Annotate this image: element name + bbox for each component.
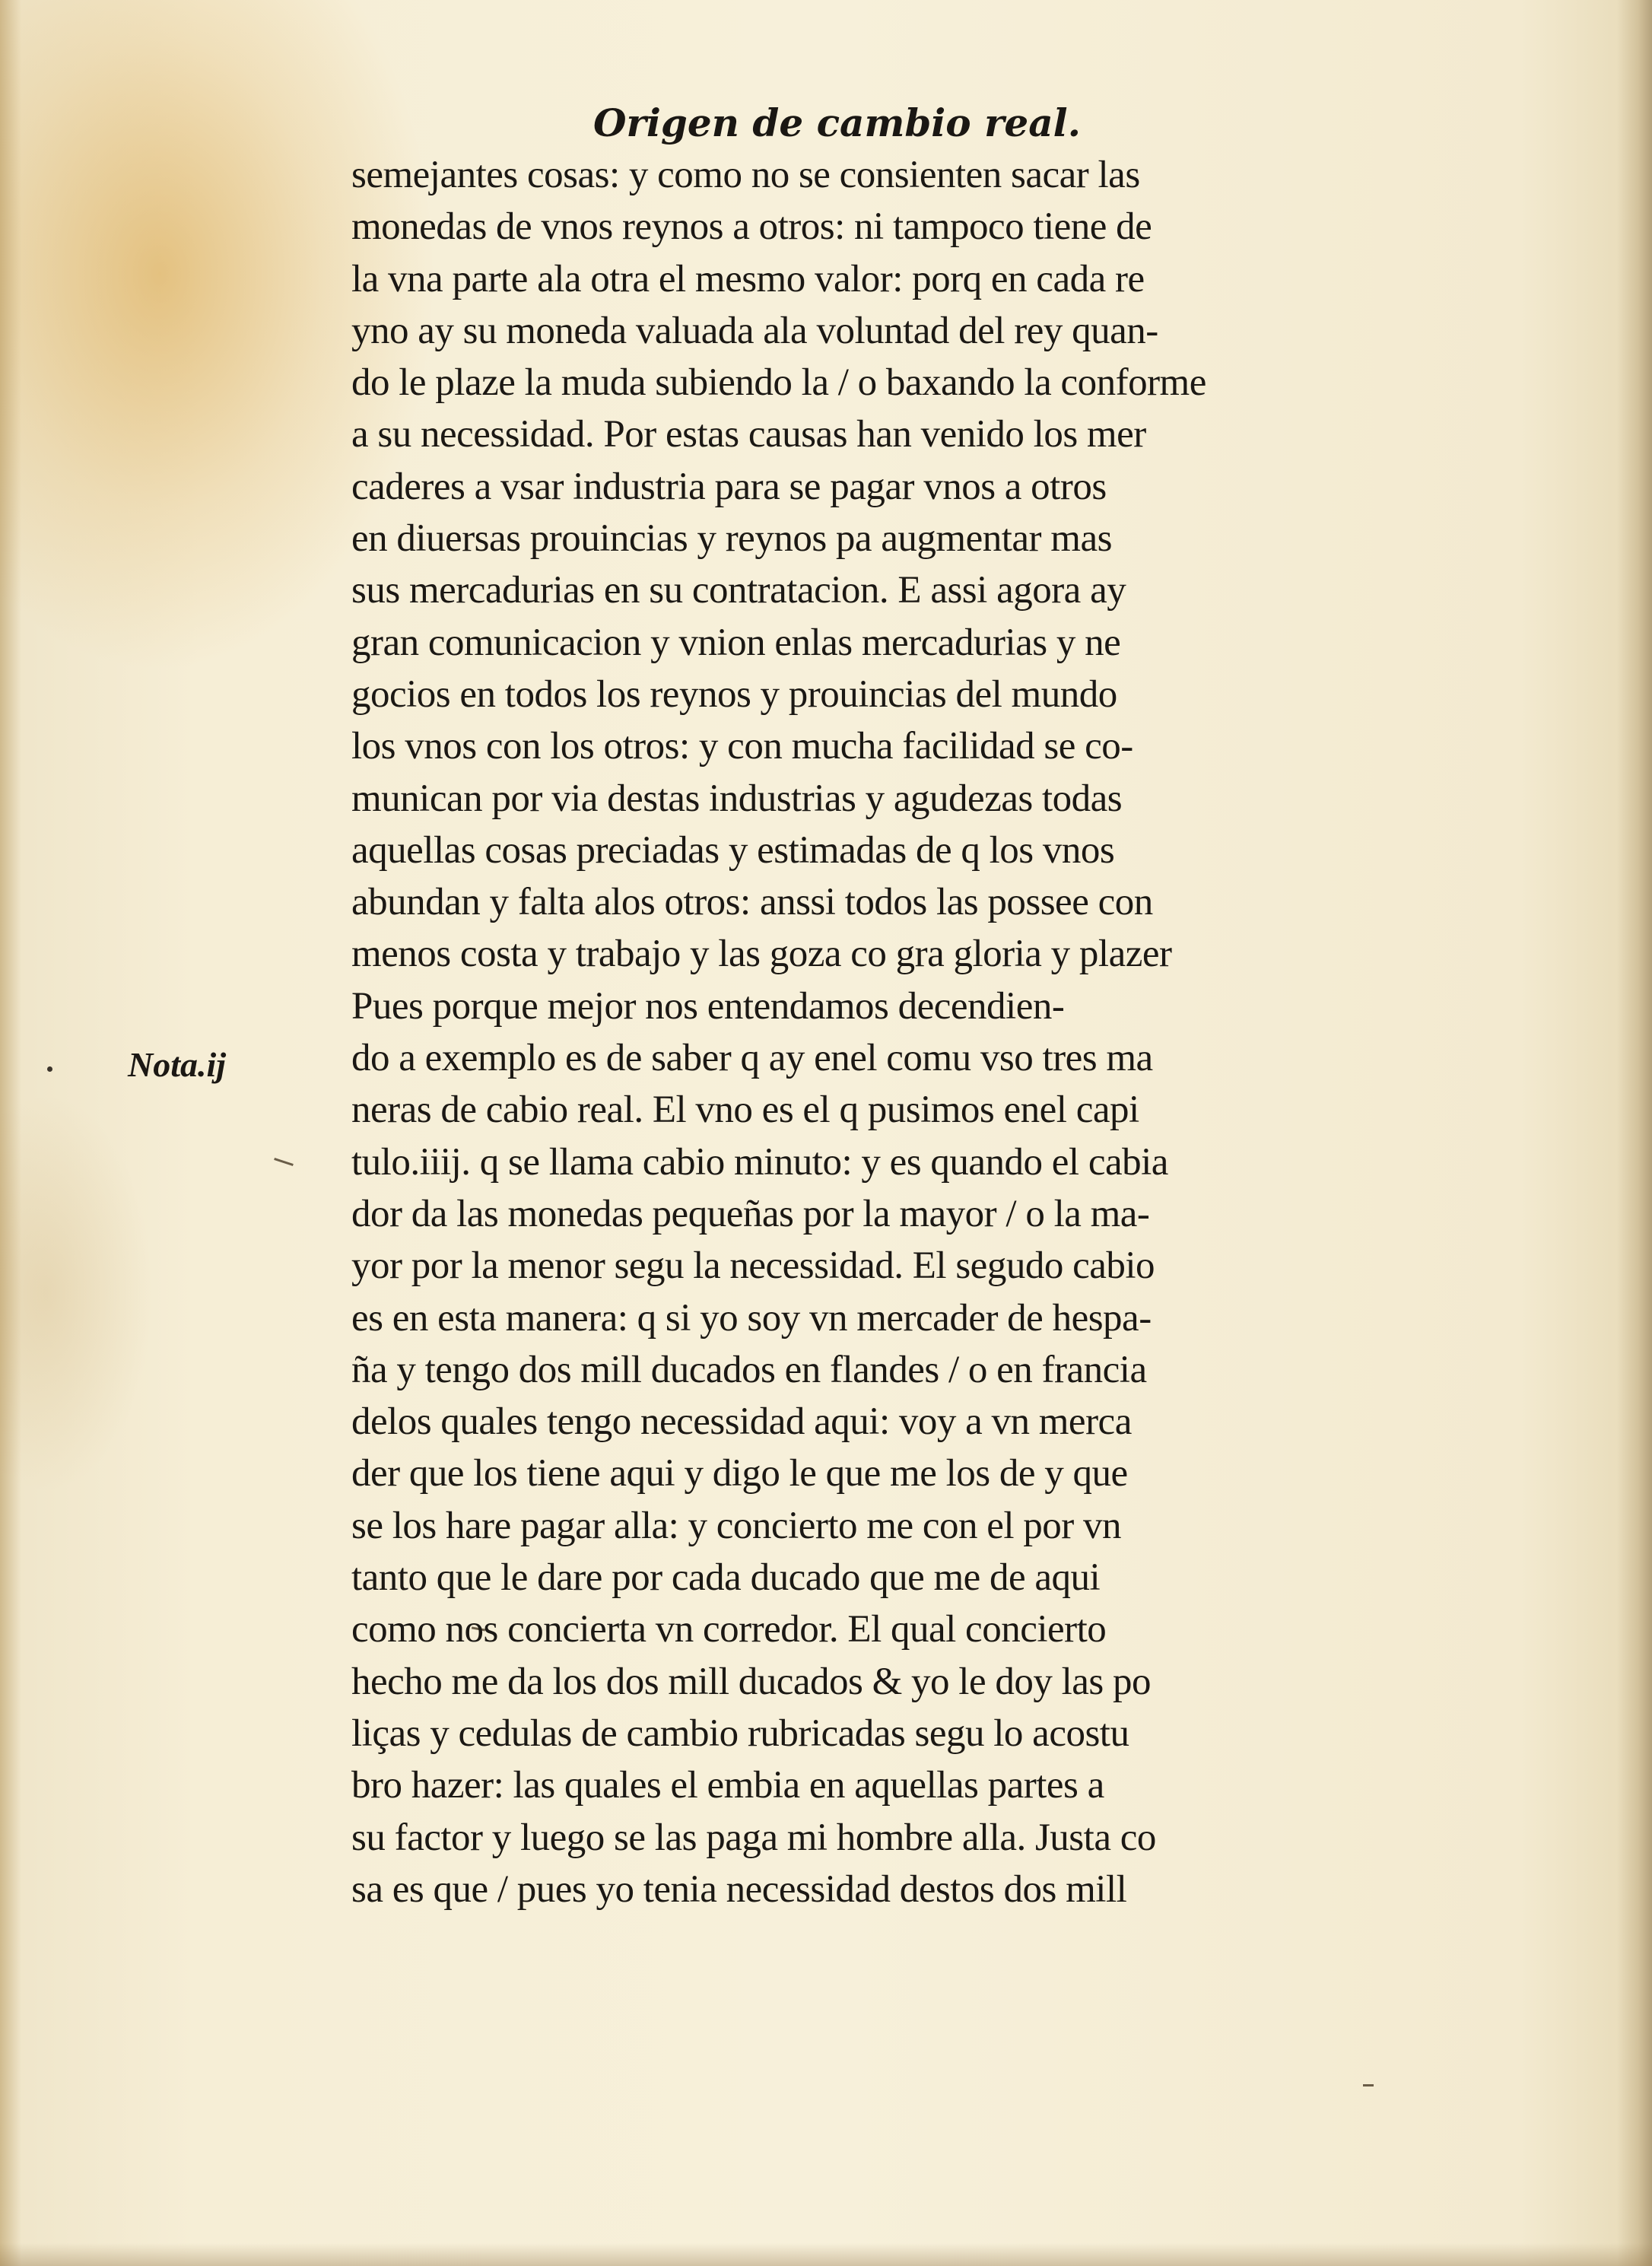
text-line: do a exemplo es de saber q ay enel comu vso tres ma (351, 1037, 1153, 1080)
text-line: yno ay su moneda valuada ala voluntad del rey quan- (351, 309, 1158, 352)
text-line: gran comunicacion y vnion enlas mercadurias y ne (351, 621, 1121, 664)
text-line: su factor y luego se las paga mi hombre alla. Justa co (351, 1816, 1156, 1859)
text-line: hecho me da los dos mill ducados & yo le doy las po (351, 1660, 1152, 1703)
text-line: la vna parte ala otra el mesmo valor: porq en cada re (351, 257, 1145, 300)
text-line: tanto que le dare por cada ducado que me de aqui (351, 1556, 1101, 1600)
running-head: Origen de cambio real. (593, 100, 1082, 145)
text-line: como nos concierta vn corredor. El qual concierto (351, 1608, 1107, 1651)
margin-ink-mark (274, 1158, 294, 1166)
text-line: semejantes cosas: y como no se consienten sacar las (351, 154, 1140, 196)
text-line: monedas de vnos reynos a otros: ni tampoco tiene de (351, 205, 1152, 249)
text-line: neras de cabio real. El vno es el q pusimos enel capi (351, 1089, 1139, 1132)
text-line: bro hazer: las quales el embia en aquellas partes a (351, 1764, 1104, 1807)
text-line: menos costa y trabajo y las goza co gra gloria y plazer (351, 933, 1172, 976)
text-line: delos quales tengo necessidad aqui: voy a vn merca (351, 1400, 1132, 1444)
text-line: sa es que / pues yo tenia necessidad destos dos mill (351, 1867, 1127, 1911)
text-line: los vnos con los otros: y con mucha facilidad se co- (351, 725, 1133, 768)
text-line: munican por via destas industrias y agudezas todas (351, 777, 1123, 820)
text-line: caderes a vsar industria para se pagar vnos a otros (351, 465, 1107, 508)
marginal-note: Nota.ij (128, 1045, 227, 1084)
text-line: Pues porque mejor nos entendamos decendien- (351, 984, 1065, 1028)
text-line: a su necessidad. Por estas causas han venido los mer (351, 413, 1146, 456)
text-line: aquellas cosas preciadas y estimadas de q los vnos (351, 828, 1115, 872)
margin-ink-mark (1363, 2084, 1374, 2086)
page-left-edge (0, 0, 21, 2266)
text-line: se los hare pagar alla: y concierto me con el por vn (351, 1504, 1122, 1547)
page-right-edge (1617, 0, 1652, 2266)
text-line: abundan y falta alos otros: anssi todos las possee con (351, 881, 1153, 924)
text-line: en diuersas prouincias y reynos pa augmentar mas (351, 517, 1112, 561)
text-line: gocios en todos los reynos y prouincias del mundo (351, 672, 1117, 716)
text-line: der que los tiene aqui y digo le que me los de y que (351, 1452, 1128, 1495)
text-line: tulo.iiij. q se llama cabio minuto: y es quando el cabia (351, 1140, 1168, 1184)
text-line: liças y cedulas de cambio rubricadas segu lo acostu (351, 1711, 1129, 1755)
body-text (351, 149, 1401, 1915)
margin-ink-dot (47, 1066, 52, 1072)
text-line: do le plaze la muda subiendo la / o baxando la conforme (351, 361, 1206, 405)
text-line: es en esta manera: q si yo soy vn mercader de hespa- (351, 1296, 1152, 1340)
text-line: dor da las monedas pequeñas por la mayor / o la ma- (351, 1192, 1150, 1235)
text-line: yor por la menor segu la necessidad. El segudo cabio (351, 1244, 1155, 1288)
text-line: ña y tengo dos mill ducados en flandes / o en francia (351, 1348, 1147, 1391)
text-line: sus mercadurias en su contratacion. E assi agora ay (351, 569, 1126, 612)
page-bottom-edge (0, 2243, 1652, 2266)
